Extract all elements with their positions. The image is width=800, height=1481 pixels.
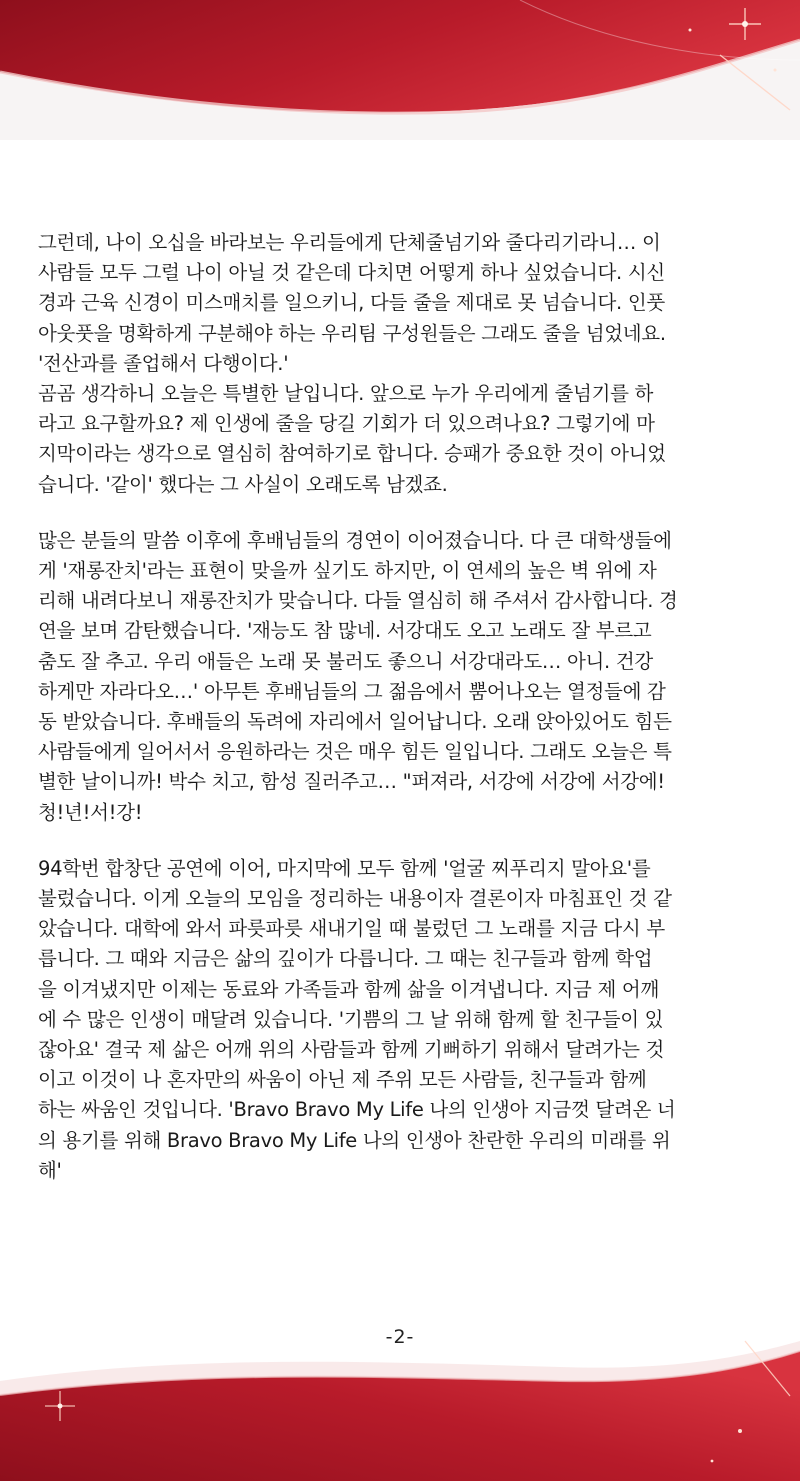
text-line: 에 수 많은 인생이 매달려 있습니다. '기쁨의 그 날 위해 함께 할 친구들이 있 [38,1007,664,1031]
text-line: '전산과를 졸업해서 다행이다.' [38,351,289,375]
page-number: -2- [385,1326,415,1348]
text-line: 사람들에게 일어서서 응원하라는 것은 매우 힘든 일입니다. 그래도 오늘은 특 [38,740,672,764]
text-line: 의 용기를 위해 Bravo Bravo My Life 나의 인생아 찬란한 우리의 미래를 위 [38,1128,671,1152]
text-line: 이고 이것이 나 혼자만의 싸움이 아닌 제 주위 모든 사람들, 친구들과 함께 [38,1068,647,1092]
text-line: 아웃풋을 명확하게 구분해야 하는 우리팀 구성원들은 그래도 줄을 넘었네요. [38,321,666,345]
text-line: 많은 분들의 말씀 이후에 후배님들의 경연이 이어졌습니다. 다 큰 대학생들에 [38,528,672,552]
text-line: 불렀습니다. 이게 오늘의 모임을 정리하는 내용이자 결론이자 마침표인 것 같 [38,887,672,911]
text-line: 리해 내려다보니 재롱잔치가 맞습니다. 다들 열심히 해 주셔서 감사합니다. 경 [38,589,678,613]
page-body [38,228,768,1212]
text-line: 게 '재롱잔치'라는 표현이 맞을까 싶기도 하지만, 이 연세의 높은 벽 위에 자 [38,559,657,583]
text-line: 해' [38,1158,62,1182]
text-line: 그런데, 나이 오십을 바라보는 우리들에게 단체줄넘기와 줄다리기라니… 이 [38,231,661,254]
text-line: 춤도 잘 추고. 우리 애들은 노래 못 불러도 좋으니 서강대라도… 아니. 건강 [38,649,653,673]
text-line: 지막이라는 생각으로 열심히 참여하기로 합니다. 승패가 중요한 것이 아니었 [38,442,666,466]
text-line: 사람들 모두 그럴 나이 아닐 것 같은데 다치면 어떻게 하나 싶었습니다. 시신 [38,261,665,285]
text-line: 청!년!서!강! [38,800,143,824]
text-line: 동 받았습니다. 후배들의 독려에 자리에서 일어납니다. 오래 앉아있어도 힘든 [38,710,672,734]
text-line: 잖아요' 결국 제 삶은 어깨 위의 사람들과 함께 기뻐하기 위해서 달려가는 것 [38,1038,665,1062]
paragraph-1 [38,228,768,500]
paragraph-3 [38,854,768,1186]
text-line: 을 이겨냈지만 이제는 동료와 가족들과 함께 삶을 이겨냅니다. 지금 제 어깨 [38,977,659,1001]
paragraph-2 [38,526,768,828]
text-line: 라고 요구할까요? 제 인생에 줄을 당길 기회가 더 있으려나요? 그렇기에 마 [38,412,655,436]
text-line: 았습니다. 대학에 와서 파릇파릇 새내기일 때 불렀던 그 노래를 지금 다시 부 [38,917,665,941]
text-line: 하는 싸움인 것입니다. 'Bravo Bravo My Life 나의 인생아 지금껏 달려온 너 [38,1098,676,1122]
text-line: 별한 날이니까! 박수 치고, 함성 질러주고… "퍼져라, 서강에 서강에 서강에! [38,770,665,794]
text-line: 경과 근육 신경이 미스매치를 일으키니, 다들 줄을 제대로 못 넘습니다. 인풋 [38,291,665,315]
bottom-decorative-banner [0,1321,800,1481]
text-line: 연을 보며 감탄했습니다. '재능도 참 많네. 서강대도 오고 노래도 잘 부르고 [38,619,652,643]
text-line: 곰곰 생각하니 오늘은 특별한 날입니다. 앞으로 누가 우리에게 줄넘기를 하 [38,382,654,406]
top-decorative-banner [0,0,800,140]
text-line: 릅니다. 그 때와 지금은 삶의 깊이가 다릅니다. 그 때는 친구들과 함께 학업 [38,947,653,971]
text-line: 94학번 합창단 공연에 이어, 마지막에 모두 함께 '얼굴 찌푸리지 말아요'를 [38,856,651,880]
text-line: 습니다. '같이' 했다는 그 사실이 오래도록 남겠죠. [38,472,448,496]
text-line: 하게만 자라다오…' 아무튼 후배님들의 그 젊음에서 뿜어나오는 열정들에 감 [38,679,666,703]
